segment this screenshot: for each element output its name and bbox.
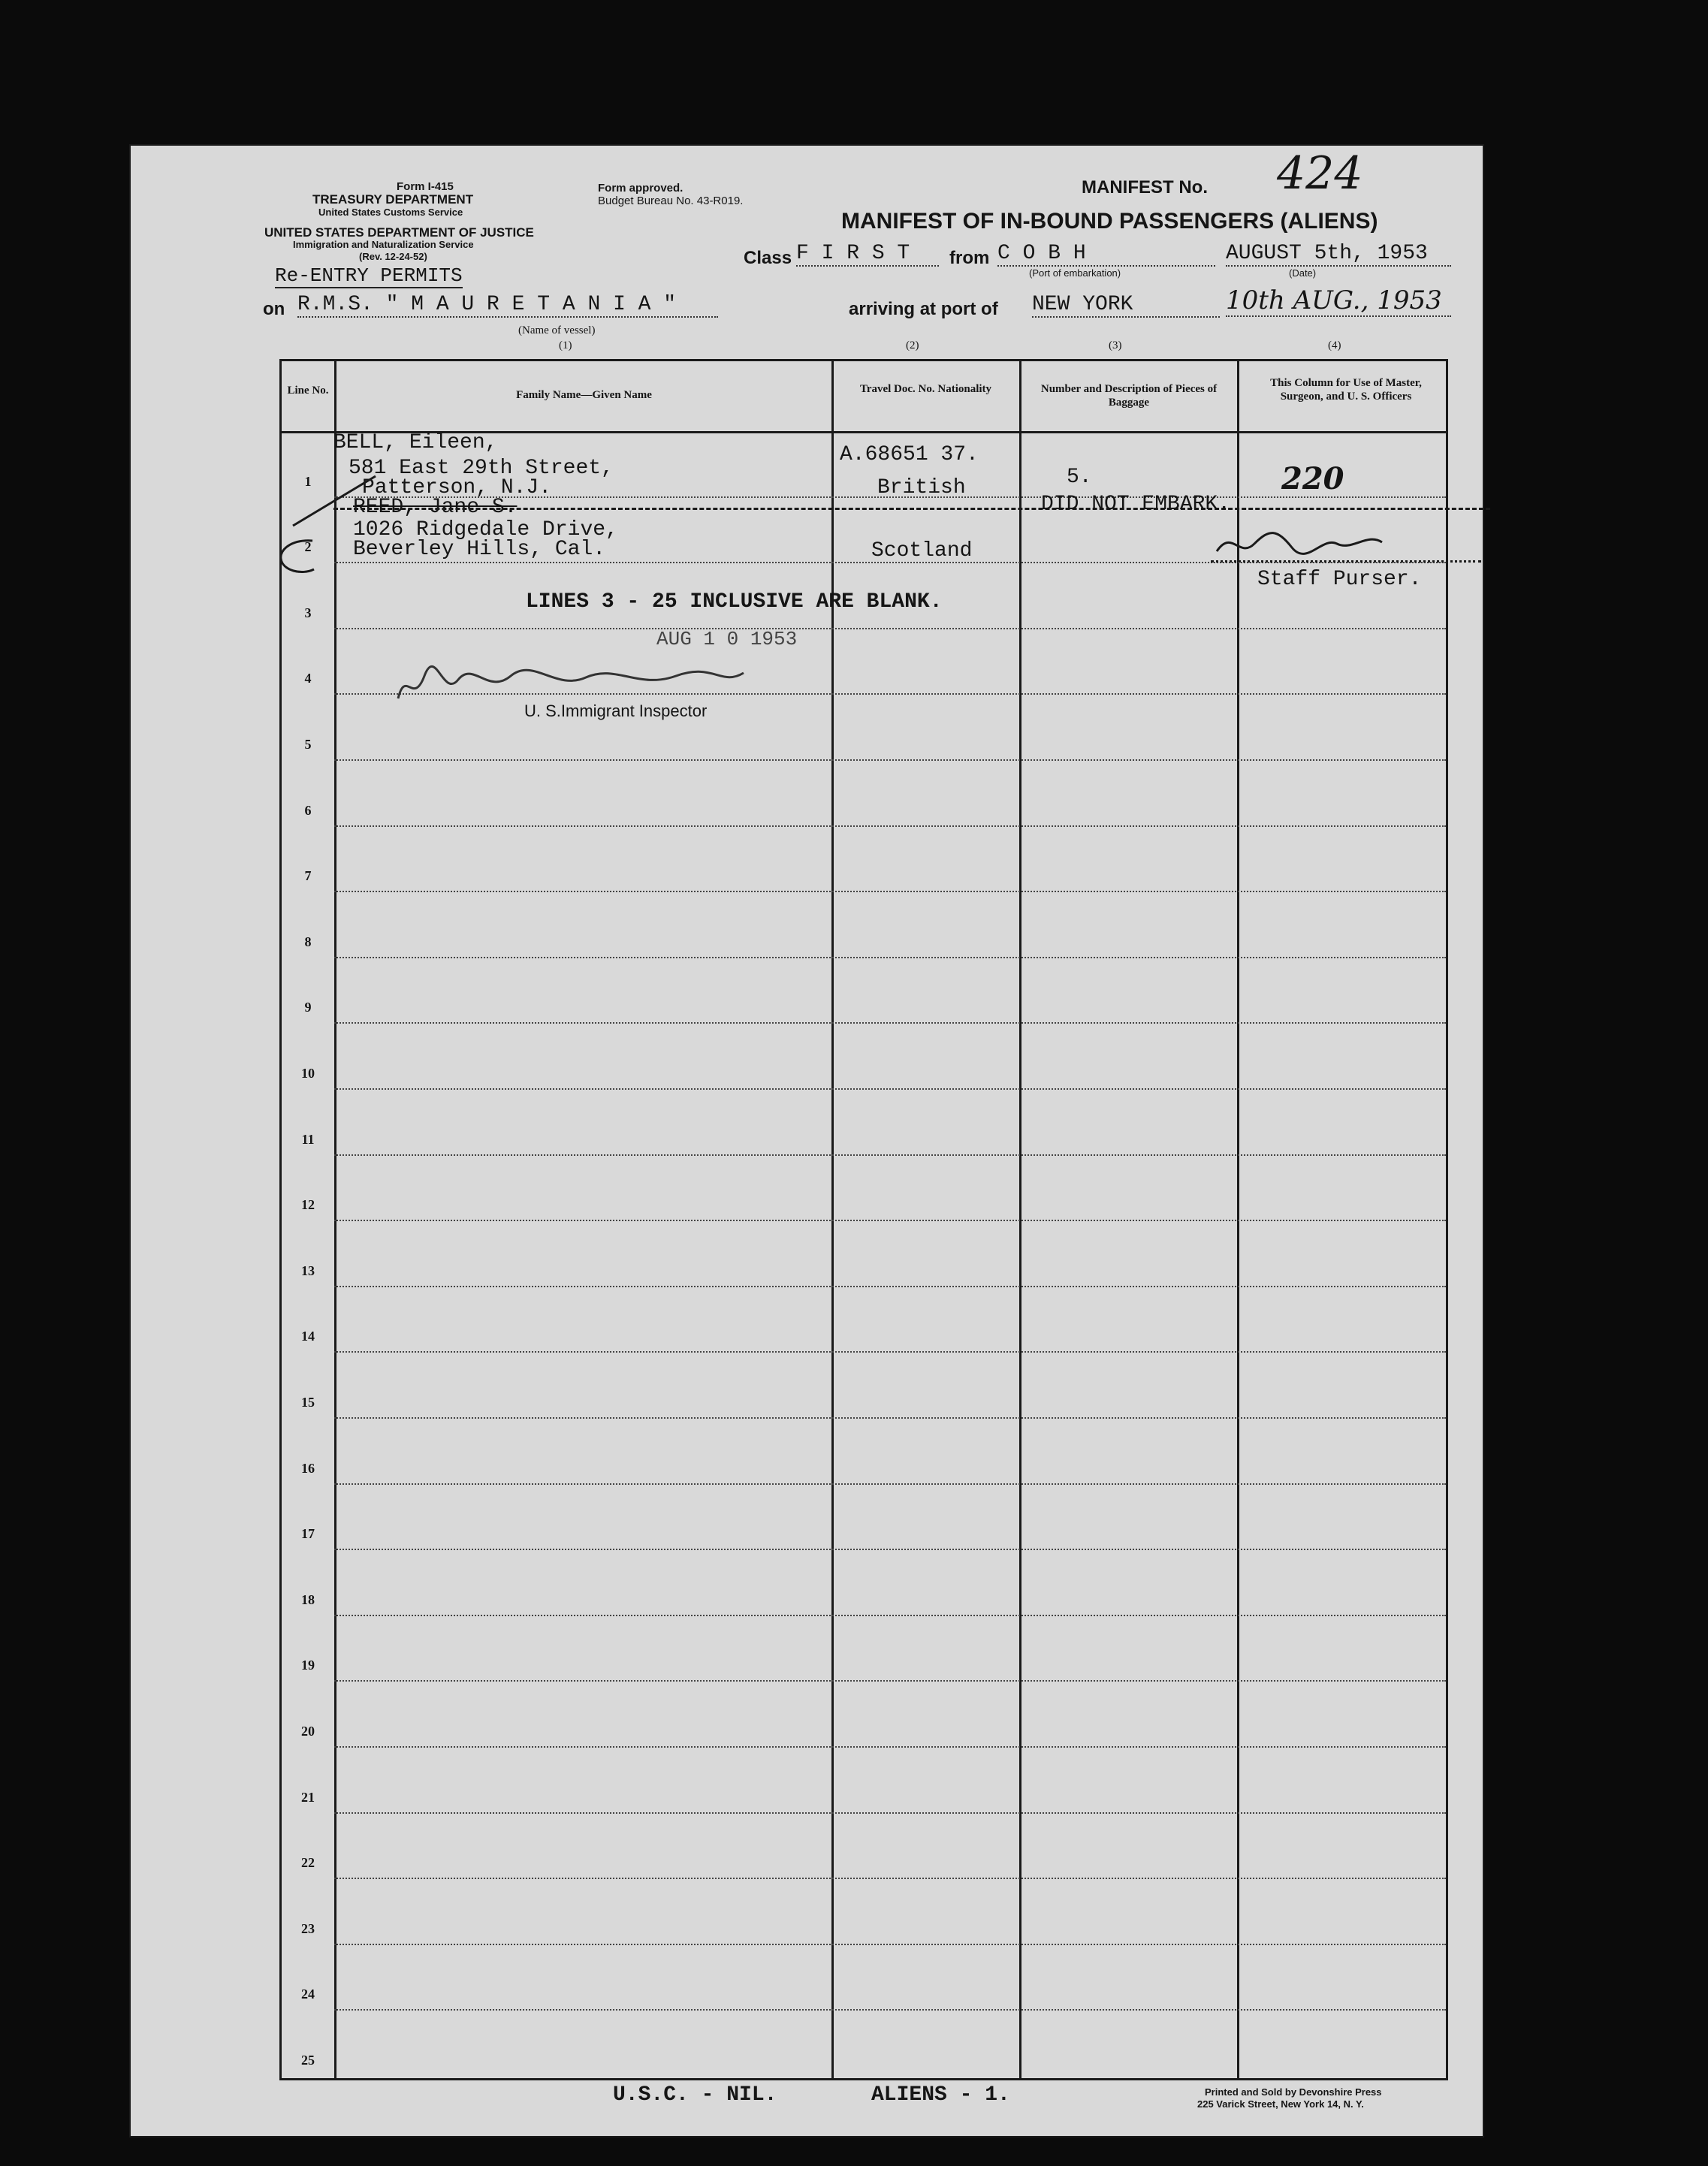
row-divider: [334, 1944, 1446, 1945]
passenger-table: [279, 359, 1448, 2080]
budget-bureau: Budget Bureau No. 43-R019.: [598, 195, 744, 207]
passenger-1-baggage: 5.: [1067, 466, 1092, 489]
row-divider: [334, 1022, 1446, 1024]
row-divider: [334, 759, 1446, 761]
row-number: 25: [301, 2053, 315, 2068]
row-divider: [334, 1680, 1446, 1682]
passenger-2-nationality: Scotland: [871, 539, 973, 563]
arriving-label: arriving at port of: [849, 299, 998, 319]
row-divider: [334, 1088, 1446, 1090]
row-number: 23: [301, 1920, 315, 1936]
passenger-1-name: BELL, Eileen,: [333, 431, 498, 454]
row-number: 14: [301, 1329, 315, 1344]
row-divider: [334, 628, 1446, 629]
row-divider: [334, 1220, 1446, 1221]
row-divider: [334, 1351, 1446, 1353]
inspection-stamp: AUG 1 0 1953: [656, 628, 798, 650]
manifest-no-label: MANIFEST No.: [1082, 177, 1208, 198]
col-number-2: (2): [906, 339, 919, 351]
arrival-port: NEW YORK: [1032, 293, 1220, 318]
on-label: on: [263, 299, 285, 319]
customs-service: United States Customs Service: [318, 207, 463, 218]
row-divider: [334, 1746, 1446, 1748]
vessel-name: R.M.S. " M A U R E T A N I A ": [297, 293, 718, 318]
row-number: 24: [301, 1987, 315, 2002]
row-number: 1: [304, 473, 312, 489]
row-number: 16: [301, 1460, 315, 1476]
bracket-mark: [285, 473, 383, 533]
header-name: Family Name—Given Name: [516, 389, 652, 401]
passenger-1-nationality: British: [877, 476, 966, 499]
row-number: 7: [304, 868, 312, 884]
footer-aliens: ALIENS - 1.: [871, 2083, 1010, 2107]
treasury-dept: TREASURY DEPARTMENT: [312, 192, 474, 207]
manifest-no-value: 424: [1277, 147, 1363, 200]
row-number: 10: [301, 1066, 315, 1081]
row-number: 11: [301, 1131, 315, 1147]
header-travel-doc: Travel Doc. No. Nationality: [859, 383, 992, 395]
form-approved: Form approved.: [598, 182, 684, 195]
staff-purser: Staff Purser.: [1257, 568, 1422, 591]
row-divider: [334, 1286, 1446, 1287]
row-divider: [334, 1549, 1446, 1550]
row-number: 8: [304, 934, 312, 949]
passenger-1-address-1: 581 East 29th Street,: [349, 457, 614, 480]
justice-dept: UNITED STATES DEPARTMENT OF JUSTICE: [264, 225, 534, 240]
footer-usc: U.S.C. - NIL.: [613, 2083, 777, 2107]
embark-port: C O B H: [997, 242, 1215, 267]
row-number: 9: [304, 1000, 312, 1015]
row-number: 5: [304, 737, 312, 752]
row-number: 13: [301, 1262, 315, 1278]
passenger-1-doc: A.68651 37.: [840, 443, 979, 466]
arrival-date: 10th AUG., 1953: [1226, 285, 1451, 317]
did-not-embark-note: DID NOT EMBARK.: [1041, 493, 1231, 516]
header-line-no: Line No.: [287, 385, 329, 397]
row-divider: [334, 1812, 1446, 1814]
row-number: 17: [301, 1526, 315, 1542]
class-value: F I R S T: [796, 242, 939, 267]
circle-mark: [276, 536, 321, 578]
printer-line-2: 225 Varick Street, New York 14, N. Y.: [1197, 2098, 1364, 2110]
col-number-3: (3): [1109, 339, 1122, 351]
row-number: 15: [301, 1395, 315, 1410]
row-number: 19: [301, 1658, 315, 1673]
row-number: 4: [304, 671, 312, 686]
header-baggage: Number and Description of Pieces of Baggage: [1040, 383, 1218, 409]
row-divider: [334, 1417, 1446, 1419]
from-label: from: [949, 248, 990, 268]
row-number: 21: [301, 1789, 315, 1805]
row-number: 2: [304, 539, 312, 555]
embark-date: AUGUST 5th, 1953: [1226, 242, 1451, 267]
row-number: 3: [304, 605, 312, 620]
manifest-title: MANIFEST OF IN-BOUND PASSENGERS (ALIENS): [841, 209, 1378, 234]
row-divider: [334, 957, 1446, 958]
row-divider: [334, 1878, 1446, 1879]
row-divider: [334, 891, 1446, 892]
col-number-1: (1): [559, 339, 572, 351]
row-divider: [334, 825, 1446, 827]
row-divider: [334, 1615, 1446, 1616]
reentry-permits: Re-ENTRY PERMITS: [275, 264, 463, 287]
date-caption: (Date): [1289, 267, 1317, 279]
row-divider: [334, 1154, 1446, 1156]
row-divider: [334, 1483, 1446, 1485]
row-divider: [334, 2009, 1446, 2011]
blank-lines-note: LINES 3 - 25 INCLUSIVE ARE BLANK.: [526, 590, 943, 614]
row-number: 22: [301, 1855, 315, 1871]
passenger-1-address-2: Patterson, N.J.: [362, 476, 552, 499]
row-number: 12: [301, 1197, 315, 1213]
inspector-title: U. S.Immigrant Inspector: [524, 701, 708, 720]
ins-service: Immigration and Naturalization Service: [293, 239, 474, 250]
row-number: 6: [304, 802, 312, 818]
revision: (Rev. 12-24-52): [359, 251, 427, 262]
passenger-1-officer-note: 220: [1281, 461, 1344, 496]
strike-line: [333, 508, 1490, 510]
class-label: Class: [744, 248, 792, 268]
port-caption: (Port of embarkation): [1029, 267, 1121, 279]
header-officers: This Column for Use of Master, Surgeon, and U. S. Officers: [1270, 377, 1422, 403]
row-number: 18: [301, 1591, 315, 1607]
vessel-caption: (Name of vessel): [518, 324, 596, 336]
passenger-2-address-1: 1026 Ridgedale Drive,: [353, 518, 618, 542]
purser-signature: [1209, 521, 1390, 566]
printer-line-1: Printed and Sold by Devonshire Press: [1205, 2086, 1382, 2098]
row-number: 20: [301, 1724, 315, 1739]
col-number-4: (4): [1328, 339, 1341, 351]
form-number: Form I-415: [397, 180, 454, 193]
passenger-2-name: REED, Jane S.: [353, 496, 518, 519]
passenger-2-address-2: Beverley Hills, Cal.: [353, 538, 606, 561]
